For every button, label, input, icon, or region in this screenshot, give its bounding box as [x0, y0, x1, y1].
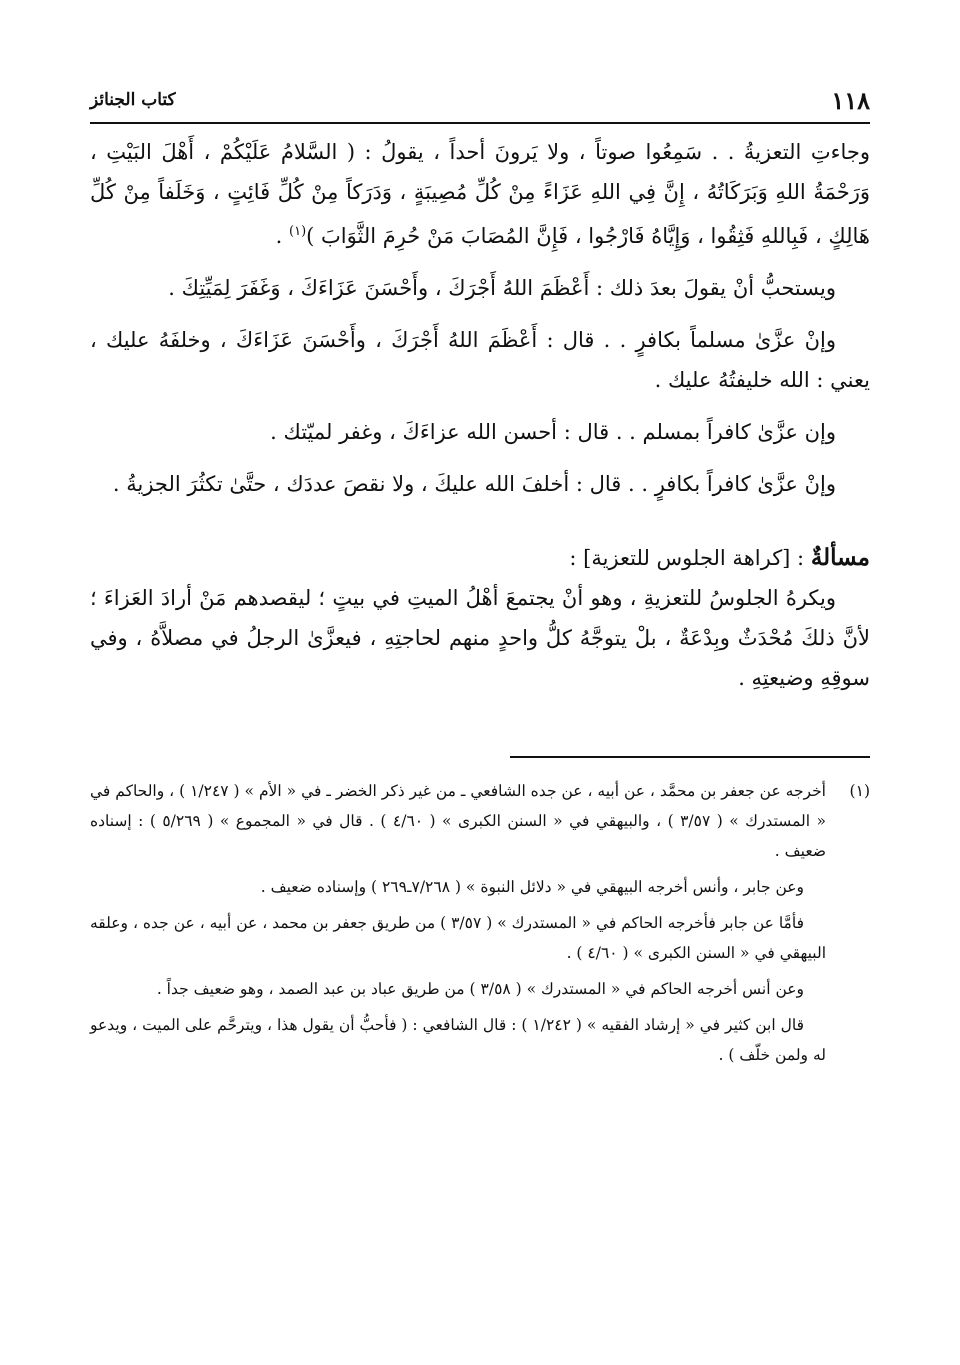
paragraph-condolence-voice [90, 132, 870, 256]
footnote-1 [90, 776, 870, 1076]
paragraph-muslim-for-unbeliever: وإنْ عزَّىٰ مسلماً بكافرٍ . . قال : أَعْظَمَ اللهُ أَجْرَكَ ، وأَحْسَنَ عَزَاءَكَ ، وخلفَهُ عليك ، يعني : الله خليفتُهُ عليك . [90, 328, 870, 392]
page-header [90, 82, 870, 124]
footnote-divider [510, 756, 870, 758]
footnote-paragraph: وعن جابر ، وأنس أخرجه البيهقي في « دلائل النبوة » ( ٧/٢٦٨ـ٢٦٩ ) وإسناده ضعيف . [260, 878, 804, 896]
page-number: ١١٨ [831, 86, 870, 115]
section-paragraph: ويكرهُ الجلوسُ للتعزيةِ ، وهو أنْ يجتمعَ أهْلُ الميتِ في بيتٍ ؛ ليقصدهم مَنْ أرادَ العَزاءَ ؛ لأنَّ ذلكَ مُحْدَثٌ وبِدْعَةٌ ، بلْ يتوجَّهُ كلُّ واحدٍ منهم لحاجتِهِ ، فيعزَّىٰ الرجلُ في مصلاَّهُ ، وفي سوقِهِ وضيعتِهِ . [90, 586, 870, 690]
footnote-paragraph: أخرجه عن جعفر بن محمَّد ، عن أبيه ، عن جده الشافعي ـ من غير ذكر الخضر ـ في « الأم » ( ١/٢٤٧ ) ، والحاكم في « المستدرك » ( ٣/٥٧ ) ، والبيهقي في « السنن الكبرى » ( ٤/٦٠ ) . قال في « المجموع » ( ٥/٢٦٩ ) : إسناده ضعيف . [90, 782, 826, 860]
section-label: مسألةٌ [810, 544, 870, 571]
footnote-reference: (١) [289, 224, 307, 239]
paragraph-recommended-words: ويستحبُّ أنْ يقولَ بعدَ ذلك : أَعْظَمَ اللهُ أَجْرَكَ ، وأَحْسَنَ عَزَاءَكَ ، وَغَفَرَ لِمَيِّتِكَ . [168, 276, 836, 300]
footnote-paragraph: فأمَّا عن جابر فأخرجه الحاكم في « المستدرك » ( ٣/٥٧ ) من طريق جعفر بن محمد ، عن أبيه ، عن جده ، وعلقه البيهقي في « السنن الكبرى » ( ٤/٦٠ ) . [90, 914, 826, 962]
running-title: كتاب الجنائز [90, 90, 176, 110]
footnote-paragraph: قال ابن كثير في « إرشاد الفقيه » ( ١/٢٤٢ ) : قال الشافعي : ( فأحبُّ أن يقول هذا ، ويترحَّم على الميت ، ويدعو له ولمن خلّف ) . [90, 1016, 826, 1064]
issue-section [90, 538, 870, 698]
paragraph-unbeliever-for-muslim: وإن عزَّىٰ كافراً بمسلم . . قال : أحسن الله عزاءَكَ ، وغفر لميّتك . [270, 420, 836, 444]
section-title: : [كراهة الجلوس للتعزية] : [569, 546, 811, 570]
book-page [90, 82, 870, 1076]
paragraph-unbeliever-for-unbeliever: وإنْ عزَّىٰ كافراً بكافرٍ . . قال : أخلفَ الله عليكَ ، ولا نقصَ عددَك ، حتَّىٰ تكثُرَ الجزيةُ . [112, 472, 836, 496]
footnote-paragraph: وعن أنس أخرجه الحاكم في « المستدرك » ( ٣/٥٨ ) من طريق عباد بن عبد الصمد ، وهو ضعيف جداً . [156, 980, 804, 998]
footnotes [90, 776, 870, 1076]
paragraph-tail: . [275, 224, 290, 248]
footnote-marker: (١) [849, 782, 870, 800]
section-heading [90, 538, 870, 578]
footnote-body [90, 776, 826, 1076]
paragraph-text: وجاءتِ التعزيةُ . . سَمِعُوا صوتاً ، ولا يَرونَ أحداً ، يقولُ : ( السَّلامُ عَلَيْكُمْ ، أَهْلَ البَيْتِ ، وَرَحْمَةُ اللهِ وَبَرَكَاتُهُ ، إِنَّ فِي اللهِ عَزَاءً مِنْ كُلِّ مُصِيبَةٍ ، وَدَرَكاً مِنْ كُلِّ فَائِتٍ ، وَخَلَفاً مِنْ كُلِّ هَالِكٍ ، فَبِاللهِ فَثِقُوا ، وَإِيَّاهُ فَارْجُوا ، فَإِنَّ المُصَابَ مَنْ حُرِمَ الثَّوَابَ ) [90, 140, 870, 248]
main-text [90, 132, 870, 504]
